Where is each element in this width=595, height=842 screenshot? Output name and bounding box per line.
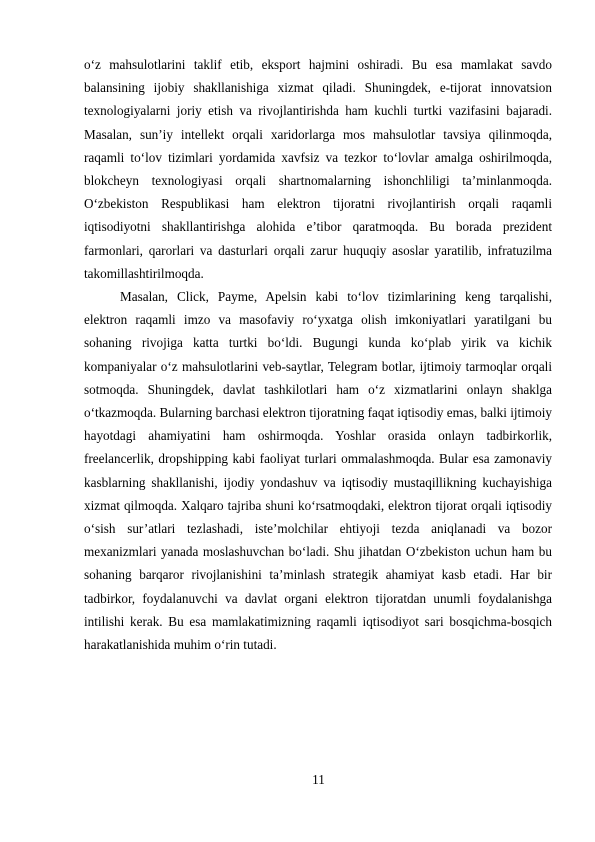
body-text bbox=[84, 53, 552, 656]
page-number: 11 bbox=[312, 772, 325, 787]
paragraph-payment-systems: Masalan, Click, Payme, Apelsin kabi to‘lov tizimlarining keng tarqalishi, elektron raqamli imzo va masofaviy ro‘yxatga olish imkoniyatlari yaratilgani bu sohaning rivojiga katta turtki bo‘ldi. Bugungi kunda ko‘plab yirik va kichik kompaniyalar o‘z mahsulotlarini veb-saytlar, Telegram botlar, ijtimoiy tarmoqlar orqali sotmoqda. Shuningdek, davlat tashkilotlari ham o‘z xizmatlarini onlayn shaklga o‘tkazmoqda. Bularning barchasi elektron tijoratning faqat iqtisodiy emas, balki ijtimoiy hayotdagi ahamiyatini ham oshirmoqda. Yoshlar orasida onlayn tadbirkorlik, freelancerlik, dropshipping kabi faoliyat turlari ommalashmoqda. Bular esa zamonaviy kasblarning shakllanishi, ijodiy yondashuv va iqtisodiy mustaqillikning kuchayishiga xizmat qilmoqda. Xalqaro tajriba shuni ko‘rsatmoqdaki, elektron tijorat orqali iqtisodiy o‘sish sur’atlari tezlashadi, iste’molchilar ehtiyoji tezda aniqlanadi va bozor mexanizmlari yanada moslashuvchan bo‘ladi. Shu jihatdan O‘zbekiston uchun ham bu sohaning barqaror rivojlanishini ta’minlash strategik ahamiyat kasb etadi. Har bir tadbirkor, foydalanuvchi va davlat organi elektron tijoratdan unumli foydalanishga intilishi kerak. Bu esa mamlakatimizning raqamli iqtisodiyot sari bosqichma-bosqich harakatlanishida muhim o‘rin tutadi. bbox=[84, 289, 552, 653]
paragraph-continuation: o‘z mahsulotlarini taklif etib, eksport hajmini oshiradi. Bu esa mamlakat savdo balansining ijobiy shakllanishiga xizmat qiladi. Shuningdek, e-tijorat innovatsion texnologiyalarni joriy etish va rivojlantirishda ham kuchli turtki vazifasini bajaradi. Masalan, sun’iy intellekt orqali xaridorlarga mos mahsulotlar tavsiya qilinmoqda, raqamli to‘lov tizimlari yordamida xavfsiz va tezkor to‘lovlar amalga oshirilmoqda, blokcheyn texnologiyasi orqali shartnomalarning ishonchliligi ta’minlanmoqda. O‘zbekiston Respublikasi ham elektron tijoratni rivojlantirish orqali raqamli iqtisodiyotni shakllantirishga alohida e’tibor qaratmoqda. Bu borada prezident farmonlari, qarorlari va dasturlari orqali zarur huquqiy asoslar yaratilib, infratuzilma takomillashtirilmoqda. bbox=[84, 57, 552, 281]
